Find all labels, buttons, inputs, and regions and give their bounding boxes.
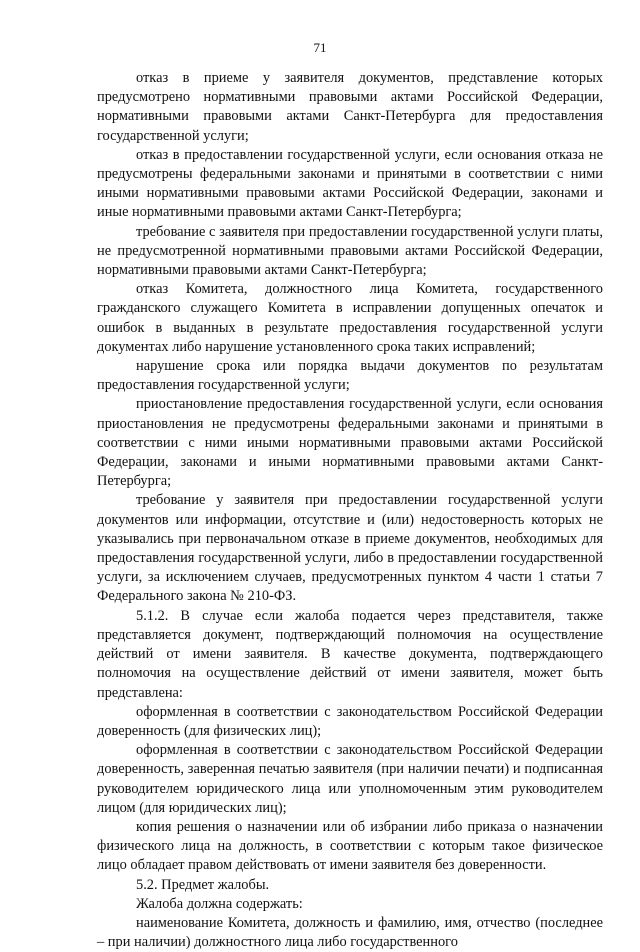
page-number: 71 xyxy=(313,40,327,55)
section-heading-5-2: 5.2. Предмет жалобы. xyxy=(136,876,270,893)
paragraph-power-of-attorney-individuals: оформленная в соответствии с законодательством Российской Федерации доверенность (для физических лиц); xyxy=(97,703,603,739)
paragraph-name-of-committee: наименование Комитета, должность и фамилию, имя, отчество (последнее – при наличии) должностного лица либо государственного xyxy=(97,914,603,951)
paragraph-refusal-service: отказ в предоставлении государственной услуги, если основания отказа не предусмотрены федеральными законами и принятыми в соответствии с ними иными нормативными правовыми актами Российской Федерации, законами и иные нормативными правовыми актами Санкт-Петербурга; xyxy=(97,146,603,221)
paragraph-correction-refusal: отказ Комитета, должностного лица Комитета, государственного гражданского служащего Комитета в исправлении допущенных опечаток и ошибок в выданных в результате предоставления государственной услуги документах либо нарушение установленного срока таких исправлений; xyxy=(97,281,603,355)
paragraph-appointment-decision: копия решения о назначении или об избрании либо приказа о назначении физического лица на должность, в соответствии с которым такое физическое лицо обладает правом действовать от имени заявителя без доверенности. xyxy=(97,818,603,874)
paragraph-complaint-contents: Жалоба должна содержать: xyxy=(136,895,303,912)
paragraph-fee-requirement: требование с заявителя при предоставлении государственной услуги платы, не предусмотренной нормативными правовыми актами Российской Федерации, нормативными правовыми актами Санкт-Петербурга; xyxy=(97,223,603,279)
paragraph-power-of-attorney-legal-entities: оформленная в соответствии с законодательством Российской Федерации доверенность, заверенная печатью заявителя (при наличии печати) и подписанная руководителем юридического лица или уполномоченным этим руководителем лицом (для юридических лиц); xyxy=(97,742,603,816)
paragraph-issuance-violation: нарушение срока или порядка выдачи документов по результатам предоставления государственной услуги; xyxy=(97,358,603,394)
paragraph-refusal-acceptance: отказ в приеме у заявителя документов, представление которых предусмотрено нормативными правовыми актами Российской Федерации, нормативными правовыми актами Санкт-Петербурга для предоставления государственной услуги; xyxy=(97,70,603,144)
document-body xyxy=(97,69,603,952)
paragraph-5-1-2: 5.1.2. В случае если жалоба подается через представителя, также представляется документ, подтверждающий полномочия на осуществление действий от имени заявителя. В качестве документа, подтверждающего полномочия на осуществление действий от имени заявителя, может быть представлена: xyxy=(97,607,603,701)
paragraph-document-requirement: требование у заявителя при предоставлении государственной услуги документов или информации, отсутствие и (или) недостоверность которых не указывались при первоначальном отказе в приеме документов, необходимых для предоставления государственной услуги, либо в предоставлении государственной услуги, за исключением случаев, предусмотренных пунктом 4 части 1 статьи 7 Федерального закона № 210-ФЗ. xyxy=(97,492,603,605)
paragraph-suspension: приостановление предоставления государственной услуги, если основания приостановления не предусмотрены федеральными законами и принятыми в соответствии с ними иными нормативными правовыми актами Российской Федерации, законами и иными нормативными правовыми актами Санкт-Петербурга; xyxy=(97,396,603,490)
